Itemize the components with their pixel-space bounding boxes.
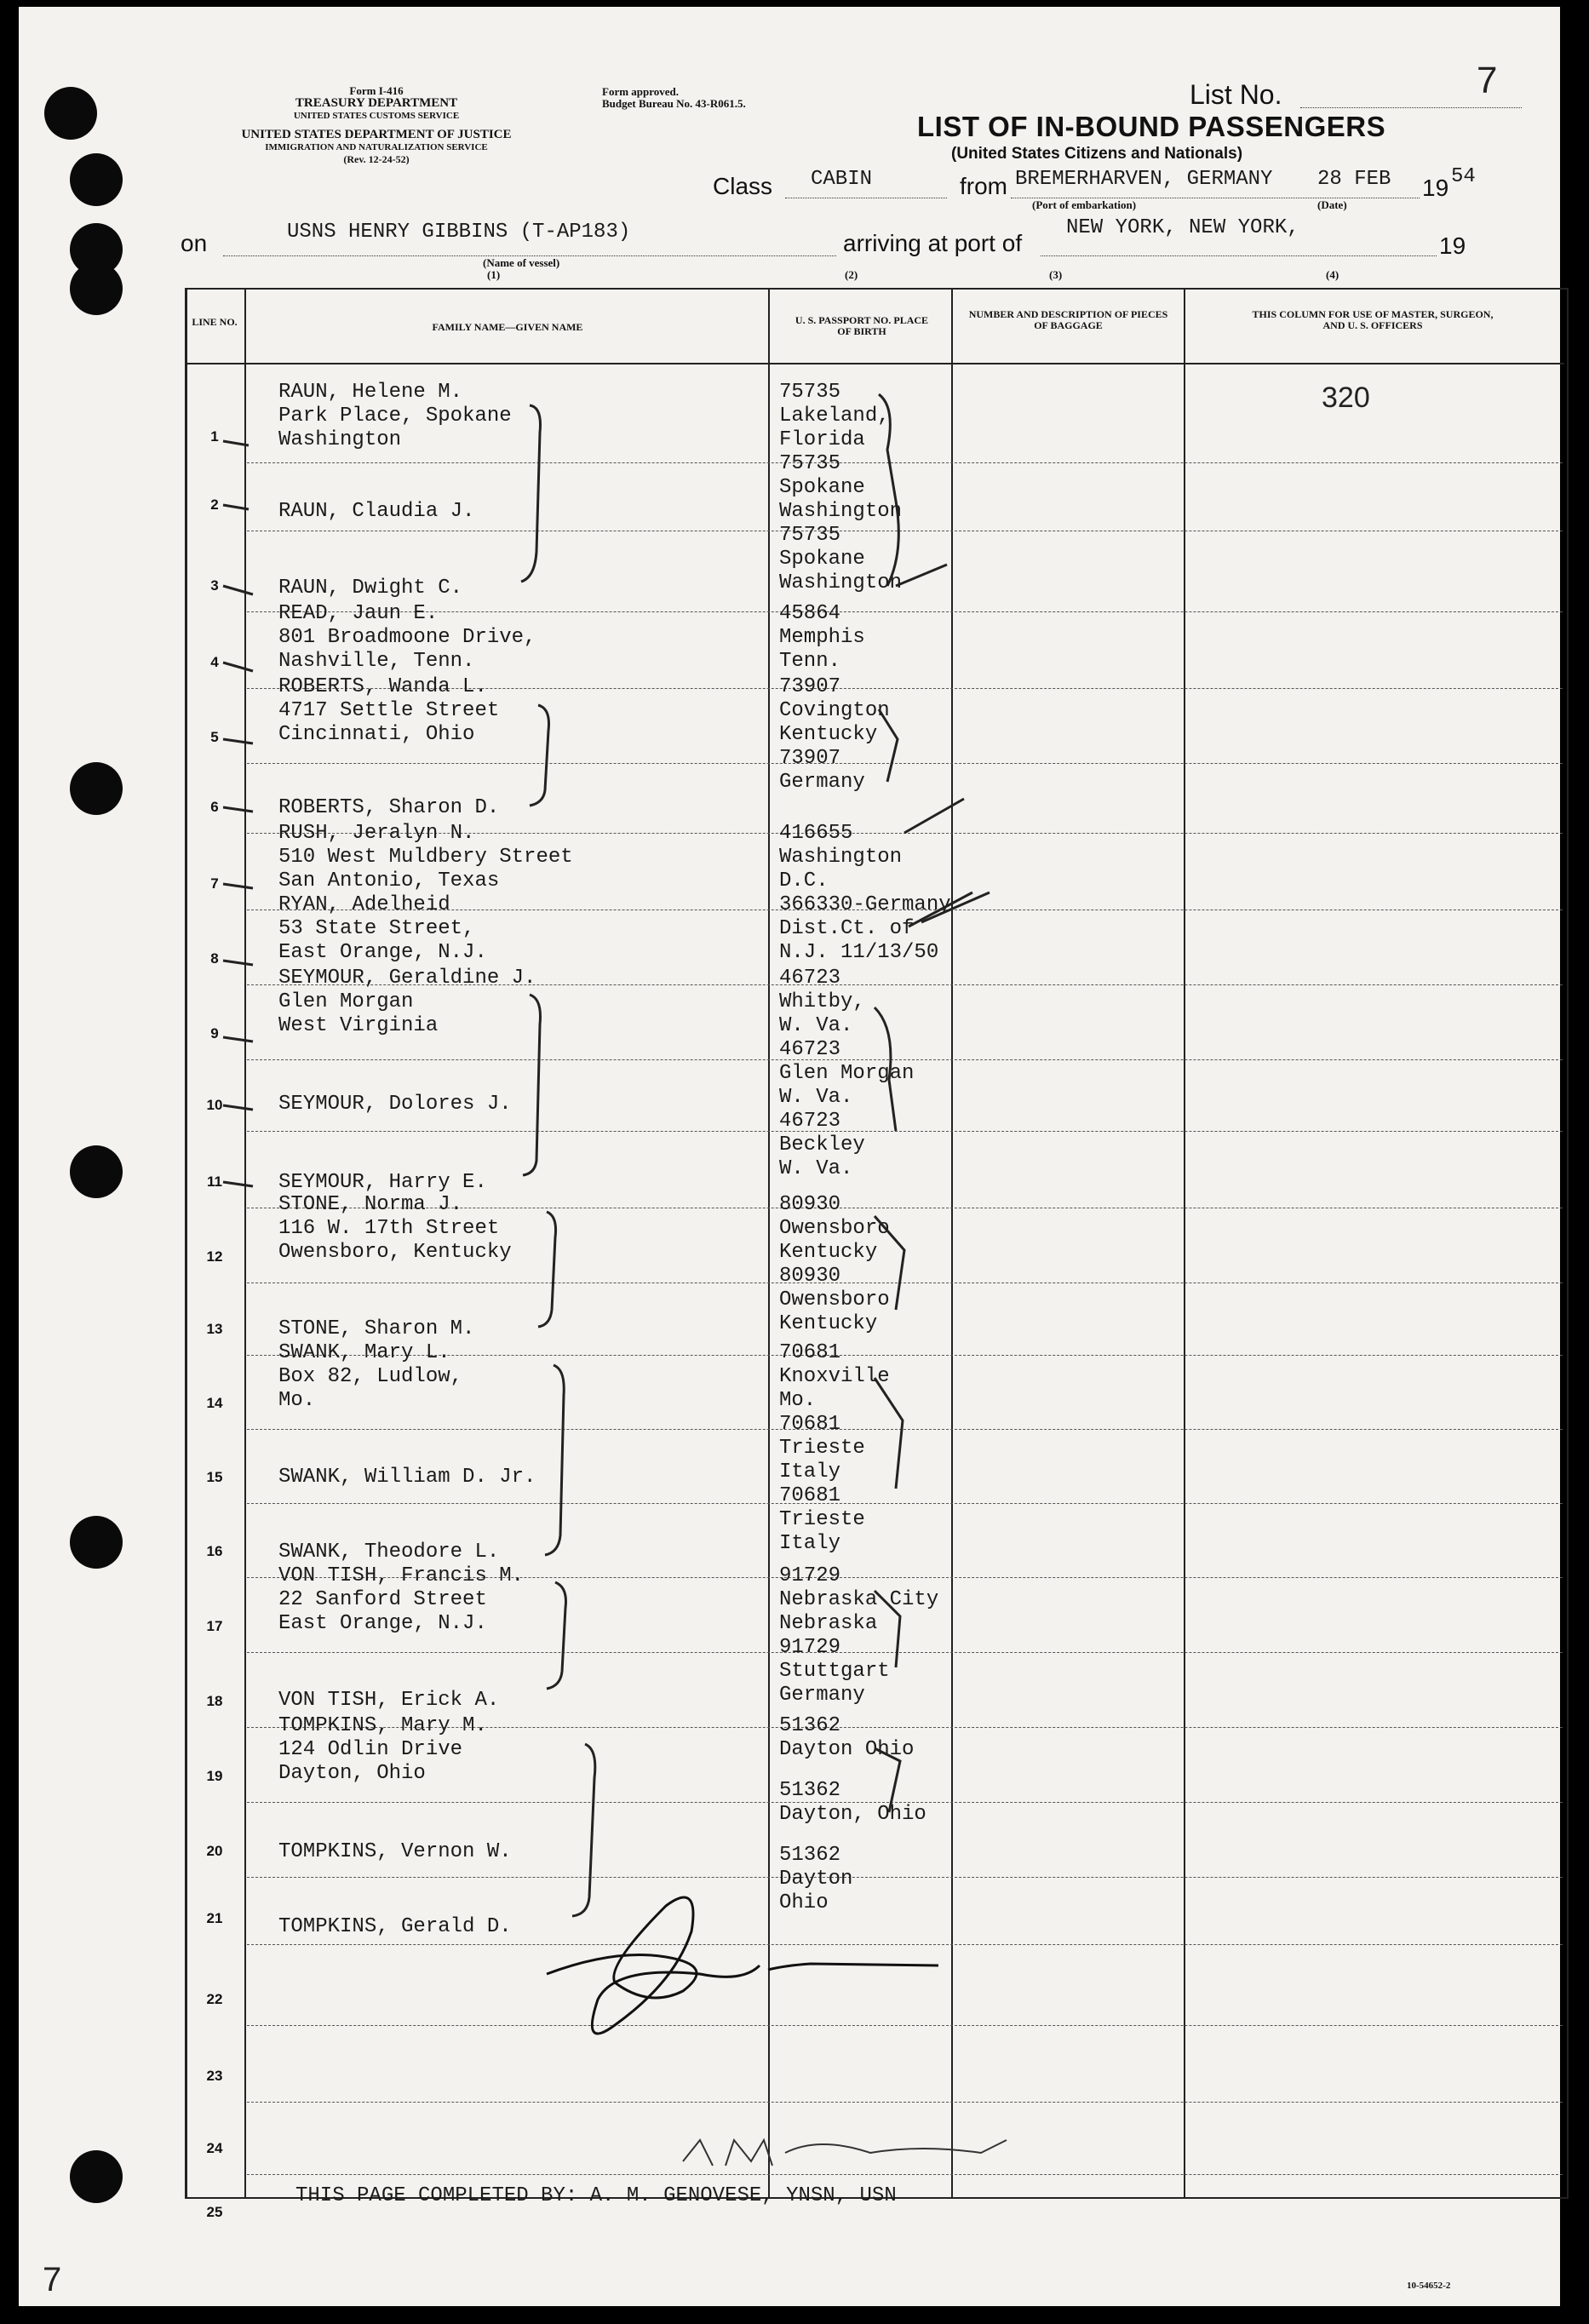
punch-hole bbox=[44, 87, 97, 140]
colhead-line: LINE NO. bbox=[192, 316, 238, 328]
passport-birthplace-line: 70681 bbox=[779, 1413, 841, 1436]
colhead-passport: U. S. PASSPORT NO. PLACE OF BIRTH bbox=[794, 314, 929, 337]
bracket-pass-1 bbox=[879, 394, 898, 586]
bracket-swank bbox=[545, 1365, 564, 1555]
completed-by: THIS PAGE COMPLETED BY: A. M. GENOVESE, YNSN, USN bbox=[295, 2184, 897, 2207]
passport-birthplace-line: N.J. 11/13/50 bbox=[779, 941, 939, 964]
tick-1 bbox=[896, 565, 947, 586]
corner-number: 7 bbox=[43, 2261, 62, 2298]
passport-birthplace-line: Ohio bbox=[779, 1891, 829, 1914]
passport-birthplace-line: Kentucky bbox=[779, 723, 878, 746]
passport-birthplace-line: Spokane bbox=[779, 476, 865, 499]
passport-birthplace-line: 75735 bbox=[779, 381, 841, 404]
bracket-roberts bbox=[530, 705, 549, 806]
passport-birthplace-line: Washington bbox=[779, 571, 903, 594]
bracket-seymour bbox=[523, 995, 541, 1175]
handwritten-marks bbox=[19, 7, 1560, 2306]
passenger-name-line: ROBERTS, Sharon D. bbox=[278, 796, 500, 819]
passenger-name-line: TOMPKINS, Mary M. bbox=[278, 1714, 487, 1737]
passport-birthplace-line: Trieste bbox=[779, 1437, 865, 1460]
passport-birthplace-line: Dist.Ct. of bbox=[779, 917, 915, 940]
from-label: from bbox=[960, 173, 1007, 199]
passport-birthplace-line: Spokane bbox=[779, 548, 865, 571]
colhead-officers: THIS COLUMN FOR USE OF MASTER, SURGEON, AND U. S. OFFICERS bbox=[1252, 308, 1494, 331]
passenger-name-line: Mo. bbox=[278, 1389, 316, 1412]
passport-birthplace-line: Germany bbox=[779, 771, 865, 794]
year-prefix: 19 bbox=[1422, 175, 1449, 201]
genovese-scrawl bbox=[683, 2140, 1007, 2166]
passport-birthplace-line: 80930 bbox=[779, 1193, 841, 1216]
date-caption: (Date) bbox=[1317, 198, 1347, 211]
passenger-name-line: SEYMOUR, Geraldine J. bbox=[278, 967, 536, 990]
passport-birthplace-line: 75735 bbox=[779, 524, 841, 547]
on-label: on bbox=[181, 230, 208, 256]
passport-birthplace-line: Nebraska City bbox=[779, 1588, 939, 1611]
budget-bureau: Budget Bureau No. 43-R061.5. bbox=[602, 97, 746, 110]
passenger-name-line: Cincinnati, Ohio bbox=[278, 723, 475, 746]
passport-birthplace-line: 416655 bbox=[779, 822, 853, 845]
line-number: 21 bbox=[206, 1910, 223, 1926]
line-number: 3 bbox=[210, 577, 219, 594]
passenger-name-line: SWANK, William D. Jr. bbox=[278, 1466, 536, 1489]
passenger-name-line: TOMPKINS, Vernon W. bbox=[278, 1840, 512, 1863]
line-number: 1 bbox=[210, 428, 219, 445]
embarkation-date: 28 FEB bbox=[1317, 168, 1391, 191]
line-number: 17 bbox=[206, 1618, 223, 1634]
passport-birthplace-line: Tenn. bbox=[779, 650, 841, 673]
customs-service: UNITED STATES CUSTOMS SERVICE bbox=[293, 111, 460, 121]
punch-hole bbox=[70, 2150, 123, 2203]
passport-birthplace-line: 70681 bbox=[779, 1484, 841, 1507]
passenger-name-line: RAUN, Dwight C. bbox=[278, 577, 463, 600]
passport-birthplace-line: Kentucky bbox=[779, 1312, 878, 1335]
bracket-pass-2 bbox=[879, 709, 898, 782]
line-number: 5 bbox=[210, 729, 219, 745]
line-number: 20 bbox=[206, 1843, 223, 1859]
passenger-name-line: TOMPKINS, Gerald D. bbox=[278, 1915, 512, 1938]
arrival-port: NEW YORK, NEW YORK, bbox=[1066, 216, 1299, 239]
passport-birthplace-line: Knoxville bbox=[779, 1365, 890, 1388]
line-number: 15 bbox=[206, 1469, 223, 1485]
line-number: 16 bbox=[206, 1543, 223, 1559]
passport-birthplace-line: Dayton, Ohio bbox=[779, 1803, 926, 1826]
passport-birthplace-line: Covington bbox=[779, 699, 890, 722]
passenger-name-line: RUSH, Jeralyn N. bbox=[278, 822, 475, 845]
passport-birthplace-line: 73907 bbox=[779, 747, 841, 770]
year2-prefix: 19 bbox=[1439, 232, 1466, 259]
line-number: 9 bbox=[210, 1025, 219, 1041]
passport-birthplace-line: 73907 bbox=[779, 675, 841, 698]
passenger-name-line: 510 West Muldbery Street bbox=[278, 846, 573, 869]
passenger-name-line: RYAN, Adelheid bbox=[278, 893, 450, 916]
bracket-vontish bbox=[547, 1582, 566, 1689]
line-number: 11 bbox=[207, 1173, 222, 1190]
line-number: 8 bbox=[210, 950, 219, 967]
line-number: 23 bbox=[206, 2068, 223, 2084]
line-number: 6 bbox=[210, 799, 219, 815]
passport-birthplace-line: 70681 bbox=[779, 1341, 841, 1364]
passenger-name-line: RAUN, Claudia J. bbox=[278, 500, 475, 523]
bracket-pass-4 bbox=[875, 1216, 904, 1310]
passport-birthplace-line: D.C. bbox=[779, 869, 829, 892]
passport-birthplace-line: 51362 bbox=[779, 1844, 841, 1867]
passenger-name-line: 22 Sanford Street bbox=[278, 1588, 487, 1611]
list-no-label: List No. bbox=[1190, 79, 1282, 110]
line-number: 13 bbox=[206, 1321, 223, 1337]
revision-date: (Rev. 12-24-52) bbox=[343, 153, 410, 165]
passport-birthplace-line: Trieste bbox=[779, 1508, 865, 1531]
passport-birthplace-line: 45864 bbox=[779, 602, 841, 625]
passport-birthplace-line: Stuttgart bbox=[779, 1660, 890, 1683]
passenger-name-line: Washington bbox=[278, 428, 402, 451]
passenger-name-line: 116 W. 17th Street bbox=[278, 1217, 500, 1240]
vessel-name: USNS HENRY GIBBINS (T-AP183) bbox=[287, 221, 631, 244]
passport-birthplace-line: 80930 bbox=[779, 1265, 841, 1288]
punch-hole bbox=[70, 1516, 123, 1569]
tick-4 bbox=[909, 892, 972, 927]
vessel-caption: (Name of vessel) bbox=[483, 256, 560, 269]
passport-birthplace-line: 51362 bbox=[779, 1779, 841, 1802]
form-title: LIST OF IN-BOUND PASSENGERS bbox=[917, 111, 1386, 142]
line-number: 10 bbox=[206, 1097, 223, 1113]
bracket-pass-5 bbox=[875, 1378, 903, 1489]
bracket-stone bbox=[538, 1212, 556, 1327]
passport-birthplace-line: 75735 bbox=[779, 452, 841, 475]
punch-hole bbox=[70, 1145, 123, 1198]
passport-birthplace-line: W. Va. bbox=[779, 1086, 853, 1109]
bracket-pass-3 bbox=[875, 1007, 896, 1131]
treasury-dept: TREASURY DEPARTMENT bbox=[295, 96, 458, 110]
passenger-name-line: East Orange, N.J. bbox=[278, 941, 487, 964]
line-number: 12 bbox=[206, 1248, 223, 1265]
passport-birthplace-line: Dayton bbox=[779, 1868, 853, 1891]
passport-birthplace-line: Florida bbox=[779, 428, 865, 451]
passport-birthplace-line: 91729 bbox=[779, 1564, 841, 1587]
passenger-name-line: San Antonio, Texas bbox=[278, 869, 500, 892]
embarkation-port: BREMERHARVEN, GERMANY bbox=[1015, 168, 1273, 191]
list-no-value: 7 bbox=[1477, 60, 1498, 101]
passport-birthplace-line: 46723 bbox=[779, 1038, 841, 1061]
bracket-raun bbox=[521, 405, 541, 582]
passport-birthplace-line: Germany bbox=[779, 1684, 865, 1707]
passport-birthplace-line: Kentucky bbox=[779, 1241, 878, 1264]
colhead-name: FAMILY NAME—GIVEN NAME bbox=[432, 321, 583, 333]
passenger-name-line: Park Place, Spokane bbox=[278, 405, 512, 428]
form-subtitle: (United States Citizens and Nationals) bbox=[951, 145, 1243, 163]
port-caption: (Port of embarkation) bbox=[1032, 198, 1137, 211]
passport-birthplace-line: Washington bbox=[779, 500, 903, 523]
passport-birthplace-line: Italy bbox=[779, 1460, 841, 1483]
line-number: 24 bbox=[206, 2140, 223, 2156]
passenger-name-line: VON TISH, Erick A. bbox=[278, 1689, 500, 1712]
arriving-label: arriving at port of bbox=[843, 230, 1023, 256]
passenger-name-line: 124 Odlin Drive bbox=[278, 1738, 463, 1761]
passport-birthplace-line: Nebraska bbox=[779, 1612, 878, 1635]
passenger-name-line: 4717 Settle Street bbox=[278, 699, 500, 722]
colnum-4: (4) bbox=[1326, 268, 1339, 281]
punch-hole bbox=[70, 153, 123, 206]
ticks-left bbox=[223, 441, 253, 1186]
passport-birthplace-line: Glen Morgan bbox=[779, 1062, 915, 1085]
bracket-pass-7 bbox=[875, 1748, 900, 1812]
passenger-name-line: ROBERTS, Wanda L. bbox=[278, 675, 487, 698]
line-number: 25 bbox=[206, 2204, 223, 2220]
passenger-name-line: STONE, Sharon M. bbox=[278, 1317, 475, 1340]
passport-birthplace-line: Italy bbox=[779, 1532, 841, 1555]
colhead-baggage: NUMBER AND DESCRIPTION OF PIECES OF BAGGAGE bbox=[968, 308, 1168, 331]
passport-birthplace-line: W. Va. bbox=[779, 1157, 853, 1180]
colnum-3: (3) bbox=[1049, 268, 1063, 281]
form-approved: Form approved. bbox=[602, 85, 680, 98]
tick-3 bbox=[921, 892, 990, 922]
passport-birthplace-line: Owensboro bbox=[779, 1217, 890, 1240]
passenger-name-line: Nashville, Tenn. bbox=[278, 650, 475, 673]
passenger-name-line: East Orange, N.J. bbox=[278, 1612, 487, 1635]
year-suffix: 54 bbox=[1451, 165, 1476, 188]
passenger-name-line: SWANK, Mary L. bbox=[278, 1341, 450, 1364]
passenger-name-line: West Virginia bbox=[278, 1014, 439, 1037]
passport-birthplace-line: Washington bbox=[779, 846, 903, 869]
passenger-name-line: SWANK, Theodore L. bbox=[278, 1541, 500, 1564]
passport-birthplace-line: Dayton Ohio bbox=[779, 1738, 915, 1761]
passenger-name-line: Glen Morgan bbox=[278, 990, 414, 1013]
passport-birthplace-line: 46723 bbox=[779, 1110, 841, 1133]
passenger-name-line: STONE, Norma J. bbox=[278, 1193, 463, 1216]
line-number: 2 bbox=[210, 496, 219, 513]
ins-service: IMMIGRATION AND NATURALIZATION SERVICE bbox=[265, 142, 488, 152]
punch-hole bbox=[70, 762, 123, 815]
passport-birthplace-line: 46723 bbox=[779, 967, 841, 990]
passenger-name-line: READ, Jaun E. bbox=[278, 602, 439, 625]
line-number: 22 bbox=[206, 1991, 223, 2007]
class-label: Class bbox=[713, 173, 773, 199]
footer-code: 10-54652-2 bbox=[1407, 2281, 1451, 2291]
punch-hole bbox=[70, 262, 123, 315]
passenger-manifest-sheet bbox=[19, 7, 1560, 2306]
passenger-name-line: 53 State Street, bbox=[278, 917, 475, 940]
line-number: 4 bbox=[210, 654, 219, 670]
passenger-name-line: SEYMOUR, Dolores J. bbox=[278, 1093, 512, 1116]
passenger-name-line: Dayton, Ohio bbox=[278, 1762, 426, 1785]
passport-birthplace-line: Beckley bbox=[779, 1133, 865, 1156]
line-number: 7 bbox=[210, 875, 219, 892]
passport-birthplace-line: Owensboro bbox=[779, 1288, 890, 1311]
passport-birthplace-line: Memphis bbox=[779, 626, 865, 649]
colnum-1: (1) bbox=[487, 268, 501, 281]
passenger-name-line: SEYMOUR, Harry E. bbox=[278, 1171, 487, 1194]
tick-2 bbox=[904, 799, 964, 833]
signature-scrawl bbox=[547, 1897, 938, 2034]
passenger-name-line: Box 82, Ludlow, bbox=[278, 1365, 463, 1388]
passenger-name-line: VON TISH, Francis M. bbox=[278, 1564, 525, 1587]
passport-birthplace-line: Whitby, bbox=[779, 990, 865, 1013]
justice-dept: UNITED STATES DEPARTMENT OF JUSTICE bbox=[241, 128, 512, 141]
passenger-name-line: 801 Broadmoone Drive, bbox=[278, 626, 536, 649]
passport-birthplace-line: Lakeland, bbox=[779, 405, 890, 428]
class-value: CABIN bbox=[811, 168, 873, 191]
bracket-tompkins bbox=[572, 1744, 595, 1916]
passenger-name-line: Owensboro, Kentucky bbox=[278, 1241, 512, 1264]
passport-birthplace-line: 91729 bbox=[779, 1636, 841, 1659]
line-number: 18 bbox=[206, 1693, 223, 1709]
bracket-pass-6 bbox=[875, 1591, 900, 1667]
passport-birthplace-line: W. Va. bbox=[779, 1014, 853, 1037]
line-number: 14 bbox=[206, 1395, 223, 1411]
colnum-2: (2) bbox=[845, 268, 858, 281]
passport-birthplace-line: 366330-Germany bbox=[779, 893, 951, 916]
form-number: Form I-416 bbox=[349, 84, 404, 97]
passenger-name-line: RAUN, Helene M. bbox=[278, 381, 463, 404]
officer-number-mark: 320 bbox=[1322, 382, 1370, 414]
line-number: 19 bbox=[206, 1768, 223, 1784]
passport-birthplace-line: Mo. bbox=[779, 1389, 817, 1412]
passport-birthplace-line: 51362 bbox=[779, 1714, 841, 1737]
